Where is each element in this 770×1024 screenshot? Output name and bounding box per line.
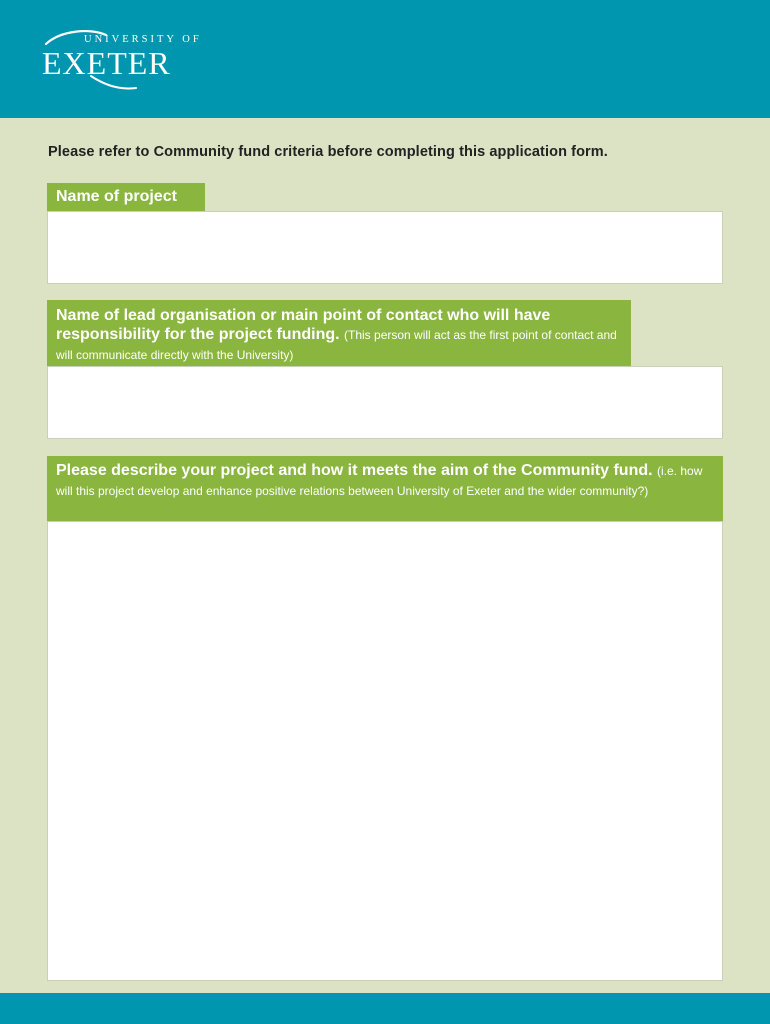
project-name-field[interactable]	[47, 211, 723, 284]
project-description-field[interactable]	[47, 521, 723, 981]
section-label-project-name	[47, 183, 205, 212]
footer-bar	[0, 993, 770, 1024]
section-label-lead-organisation	[47, 300, 631, 367]
label-bold: Name of project	[56, 188, 177, 205]
logo-line1: UNIVERSITY OF	[84, 34, 202, 45]
label-note: (This person will act as the first point of contact and will communicate directly with the University)	[56, 328, 617, 362]
label-bold: Name of lead organisation or main point of contact who will have responsibility for the project funding.	[56, 307, 551, 343]
intro-text: Please refer to Community fund criteria before completing this application form.	[48, 144, 608, 160]
label-note: (i.e. how will this project develop and enhance positive relations between University of Exeter and the wider community?)	[56, 464, 703, 498]
lead-organisation-field[interactable]	[47, 366, 723, 439]
section-label-project-description	[47, 456, 723, 522]
university-logo	[36, 26, 206, 96]
logo-line2: EXETER	[42, 45, 171, 81]
header-bar	[0, 0, 770, 118]
label-bold: Please describe your project and how it meets the aim of the Community fund.	[56, 462, 653, 479]
